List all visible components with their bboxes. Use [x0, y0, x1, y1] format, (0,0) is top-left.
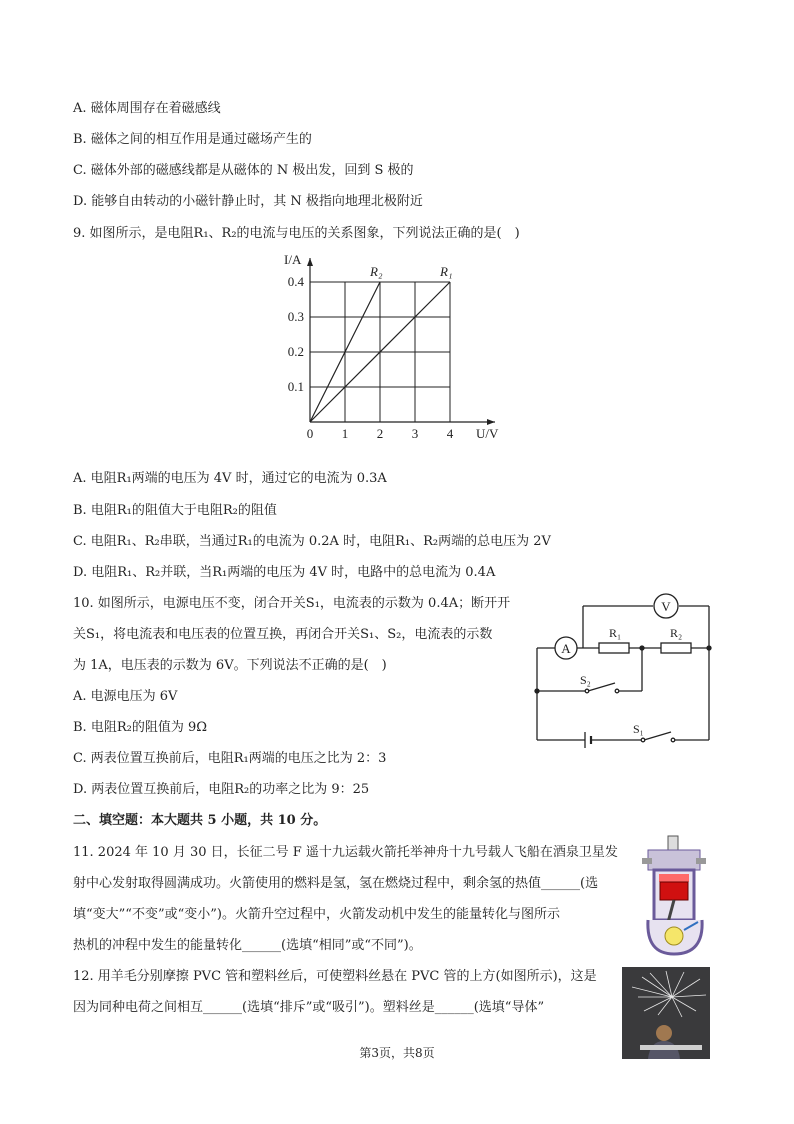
y-axis-label: I/A — [284, 252, 302, 267]
y-tick-label: 0.1 — [287, 379, 304, 394]
combustion-chamber — [659, 874, 689, 882]
q9-stem: 9. 如图所示，是电阻R₁、R₂的电流与电压的关系图象，下列说法正确的是( ) — [73, 226, 520, 241]
q11-line-4: 热机的冲程中发生的能量转化______(选填“相同”或“不同”)。 — [73, 938, 422, 953]
x-tick-label: 0 — [306, 426, 314, 441]
x-tick-label: 3 — [411, 426, 419, 441]
q10-option-a: A. 电源电压为 6V — [73, 689, 178, 704]
s2-lever — [588, 683, 615, 691]
q10-option-d: D. 两表位置互换前后，电阻R₂的功率之比为 9：25 — [73, 782, 370, 797]
circuit-diagram — [525, 592, 725, 752]
page-footer: 第3页，共8页 — [359, 1046, 435, 1060]
q12-line-2: 因为同种电荷之间相互______(选填“排斥”或“吸引”)。塑料丝是______(选填“导体” — [73, 1000, 545, 1015]
junction-dot-right — [707, 646, 711, 650]
q11-line-3: 填“变大”“不变”或“变小”)。火箭升空过程中，火箭发动机中发生的能量转化与图所示 — [73, 907, 560, 922]
s1-lever — [644, 732, 671, 740]
q10-stem-line-1: 10. 如图所示，电源电压不变，闭合开关S₁，电流表的示数为 0.4A；断开开 — [73, 596, 511, 611]
q9-option-d: D. 电阻R₁、R₂并联，当R₁两端的电压为 4V 时，电路中的总电流为 0.4A — [73, 565, 496, 580]
valve-left-icon — [642, 858, 652, 864]
y-tick-label: 0.3 — [287, 309, 304, 324]
q11-line-1: 11. 2024 年 10 月 30 日，长征二号 F 遥十九运载火箭托举神舟十九号载人飞船在酒泉卫星发 — [73, 845, 618, 860]
iu-chart — [280, 245, 510, 445]
chart-series — [310, 264, 452, 422]
x-tick-label: 1 — [341, 426, 349, 441]
crankshaft-icon — [665, 927, 683, 945]
q10-stem-line-3: 为 1A，电压表的示数为 6V。下列说法不正确的是( ) — [73, 658, 387, 673]
valve-right-icon — [696, 858, 706, 864]
voltmeter-label: V — [661, 599, 671, 614]
q10-option-b: B. 电阻R₂的阻值为 9Ω — [73, 720, 207, 735]
section-heading: 二、填空题：本大题共 5 小题，共 10 分。 — [73, 813, 327, 828]
series-label: R₁ — [440, 264, 453, 279]
y-axis-arrow — [307, 258, 313, 266]
q10-option-c: C. 两表位置互换前后，电阻R₁两端的电压之比为 2：3 — [73, 751, 387, 766]
s2-contact-b — [615, 689, 619, 693]
q10-stem-line-2: 关S₁，将电流表和电压表的位置互换，再闭合开关S₁、S₂，电流表的示数 — [73, 627, 493, 642]
q9-option-c: C. 电阻R₁、R₂串联，当通过R₁的电流为 0.2A 时，电阻R₁、R₂两端的总电压为 2V — [73, 534, 551, 549]
x-axis-label: U/V — [476, 426, 499, 441]
y-tick-label: 0.4 — [287, 274, 304, 289]
q12-line-1: 12. 用羊毛分别摩擦 PVC 管和塑料丝后，可使塑料丝悬在 PVC 管的上方(如图所示)，这是 — [73, 969, 597, 984]
x-tick-label: 2 — [376, 426, 384, 441]
person-head-icon — [656, 1025, 672, 1041]
q11-line-2: 射中心发射取得圆满成功。火箭使用的燃料是氢，氢在燃烧过程中，剩余氢的热值______(选 — [73, 876, 599, 891]
y-tick-label: 0.2 — [287, 344, 304, 359]
s2-label: S₂ — [580, 673, 591, 687]
r1-label: R₁ — [609, 626, 622, 640]
q9-option-a: A. 电阻R₁两端的电压为 4V 时，通过它的电流为 0.3A — [73, 471, 387, 486]
series-label: R₂ — [370, 264, 383, 279]
x-tick-label: 4 — [446, 426, 454, 441]
q9-option-b: B. 电阻R₁的阻值大于电阻R₂的阻值 — [73, 503, 277, 518]
cylinder-head — [648, 850, 700, 870]
q8-option-c: C. 磁体外部的磁感线都是从磁体的 N 极出发，回到 S 极的 — [73, 163, 414, 178]
chart-axes — [284, 252, 499, 441]
r2-label: R₂ — [670, 626, 683, 640]
resistor-r1 — [599, 643, 629, 653]
q8-option-b: B. 磁体之间的相互作用是通过磁场产生的 — [73, 132, 312, 147]
s1-contact-b — [671, 738, 675, 742]
q8-option-a: A. 磁体周围存在着磁感线 — [73, 101, 221, 116]
spark-plug-icon — [668, 836, 678, 850]
s1-label: S₁ — [633, 722, 644, 736]
engine-stroke-figure — [640, 834, 714, 958]
q8-option-d: D. 能够自由转动的小磁针静止时，其 N 极指向地理北极附近 — [73, 194, 423, 209]
piston-icon — [660, 882, 688, 900]
resistor-r2 — [661, 643, 691, 653]
x-axis-arrow — [487, 419, 495, 425]
ammeter-label: A — [561, 641, 571, 656]
